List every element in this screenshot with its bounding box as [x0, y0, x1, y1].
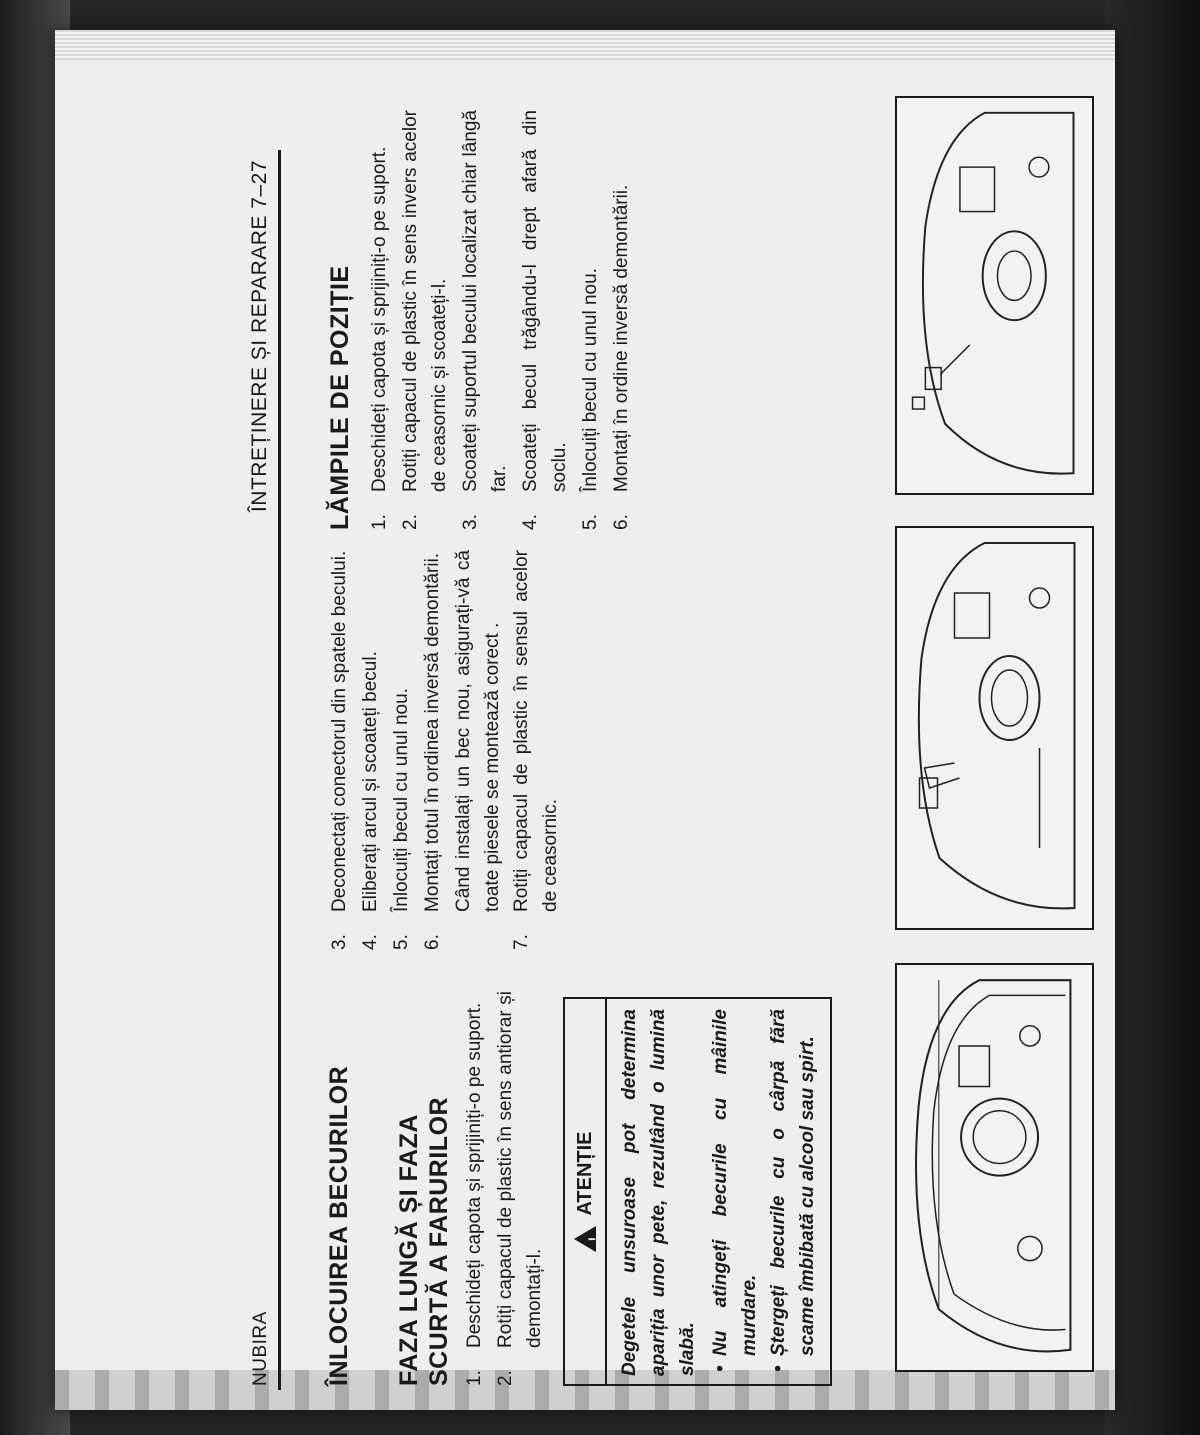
step-text: Scoateți suportul becului localizat chiar lângă far. [460, 110, 510, 492]
warning-box [563, 997, 832, 1386]
step-text: Înlocuiți becul cu unul nou. [391, 688, 412, 912]
subtitle-line-1: FAZA LUNGĂ ȘI FAZA [395, 1114, 423, 1386]
headlight-final-step [507, 550, 565, 950]
installation-note: Când instalați un bec nou, asigurați-vă că toate piesele se montează corect . [453, 550, 503, 912]
step-text: Înlocuiți becul cu unul nou. [580, 268, 601, 492]
step-number: 1. [464, 1370, 485, 1386]
header-rule [278, 150, 281, 1390]
list-item [456, 110, 514, 530]
list-item [365, 110, 394, 530]
step-number: 3. [329, 934, 350, 950]
header-model: NUBIRA [250, 1311, 271, 1386]
step-text: Deschideți capota și sprijiniți-o pe suport. [464, 1002, 485, 1348]
list-item: • Ștergeți becurile cu o cârpă fără scame îmbibată cu alcool sau spirt. [764, 1009, 822, 1376]
headlight-steps-list [460, 991, 549, 1386]
section-title-position-lamps: LĂMPILE DE POZIȚIE [326, 265, 354, 530]
list-item [325, 550, 354, 950]
step-number: 5. [391, 934, 412, 950]
list-item: • Nu atingeți becurile cu mâinile murdare. [706, 1009, 764, 1376]
step-text: Deconectați conectorul din spatele becului. [329, 550, 350, 912]
step-number: 3. [460, 514, 481, 530]
list-item [516, 110, 574, 530]
position-lamp-drawing [897, 98, 1092, 493]
step-text: Eliberați arcul și scoateți becul. [360, 651, 381, 912]
list-item [356, 550, 385, 950]
list-item [576, 110, 605, 530]
warning-header [565, 999, 607, 1384]
step-number: 5. [580, 514, 601, 530]
section-title-bulb-replacement: ÎNLOCUIREA BECURILOR [325, 1065, 353, 1386]
section-subtitle-headlights [394, 991, 454, 1386]
step-number: 1. [369, 514, 390, 530]
warning-triangle-icon [574, 1226, 596, 1252]
step-text: Scoateți becul trăgându-l drept afară din soclu. [520, 110, 570, 492]
step-text: Rotiți capacul de plastic în sens invers acelor de ceasornic și scoateți-l. [400, 110, 450, 492]
step-text: Rotiți capacul de plastic în sens antiorar și demontați-l. [495, 991, 545, 1348]
headlamp-bulb-drawing [897, 528, 1092, 928]
step-number: 7. [511, 934, 532, 950]
warning-title: ATENȚIE [573, 1131, 596, 1216]
warning-text: Degetele unsuroase pot determina apariția unor pete, rezultând o lumină slabă. [619, 1009, 698, 1376]
headlamp-drawing [897, 965, 1092, 1370]
warning-body [607, 999, 830, 1384]
column-1 [305, 991, 832, 1386]
headlight-steps-continued [325, 550, 447, 950]
column-3 [325, 110, 638, 530]
step-text: Deschideți capota și sprijiniți-o pe suport. [369, 146, 390, 492]
list-item [491, 991, 549, 1386]
page-content [100, 80, 1100, 1400]
step-number: 4. [520, 514, 541, 530]
step-number: 2. [400, 514, 421, 530]
desk-background-right [1105, 0, 1200, 1435]
list-item [387, 550, 416, 950]
headlamp-cover-illustration [895, 963, 1094, 1372]
step-text: Montați în ordine inversă demontării. [611, 184, 632, 492]
list-item [460, 991, 489, 1386]
step-text: Rotiți capacul de plastic în sensul acelor de ceasornic. [511, 550, 561, 912]
column-2 [325, 550, 567, 950]
step-number: 6. [422, 934, 443, 950]
headlamp-bulb-removal-illustration [895, 526, 1094, 930]
position-lamp-steps [365, 110, 636, 530]
step-text: Montați totul în ordinea inversă demontării. [422, 552, 443, 912]
step-number: 6. [611, 514, 632, 530]
position-lamp-bulb-illustration [895, 96, 1094, 495]
step-number: 4. [360, 934, 381, 950]
list-item [507, 550, 565, 950]
list-item [418, 550, 447, 950]
step-number: 2. [495, 1370, 516, 1386]
list-item [607, 110, 636, 530]
warning-bullets [706, 1009, 822, 1376]
list-item [396, 110, 454, 530]
page-edges [55, 30, 1115, 60]
subtitle-line-2: SCURTĂ A FARURILOR [425, 1096, 453, 1386]
header-chapter: ÎNTREȚINERE ȘI REPARARE 7–27 [248, 160, 271, 513]
